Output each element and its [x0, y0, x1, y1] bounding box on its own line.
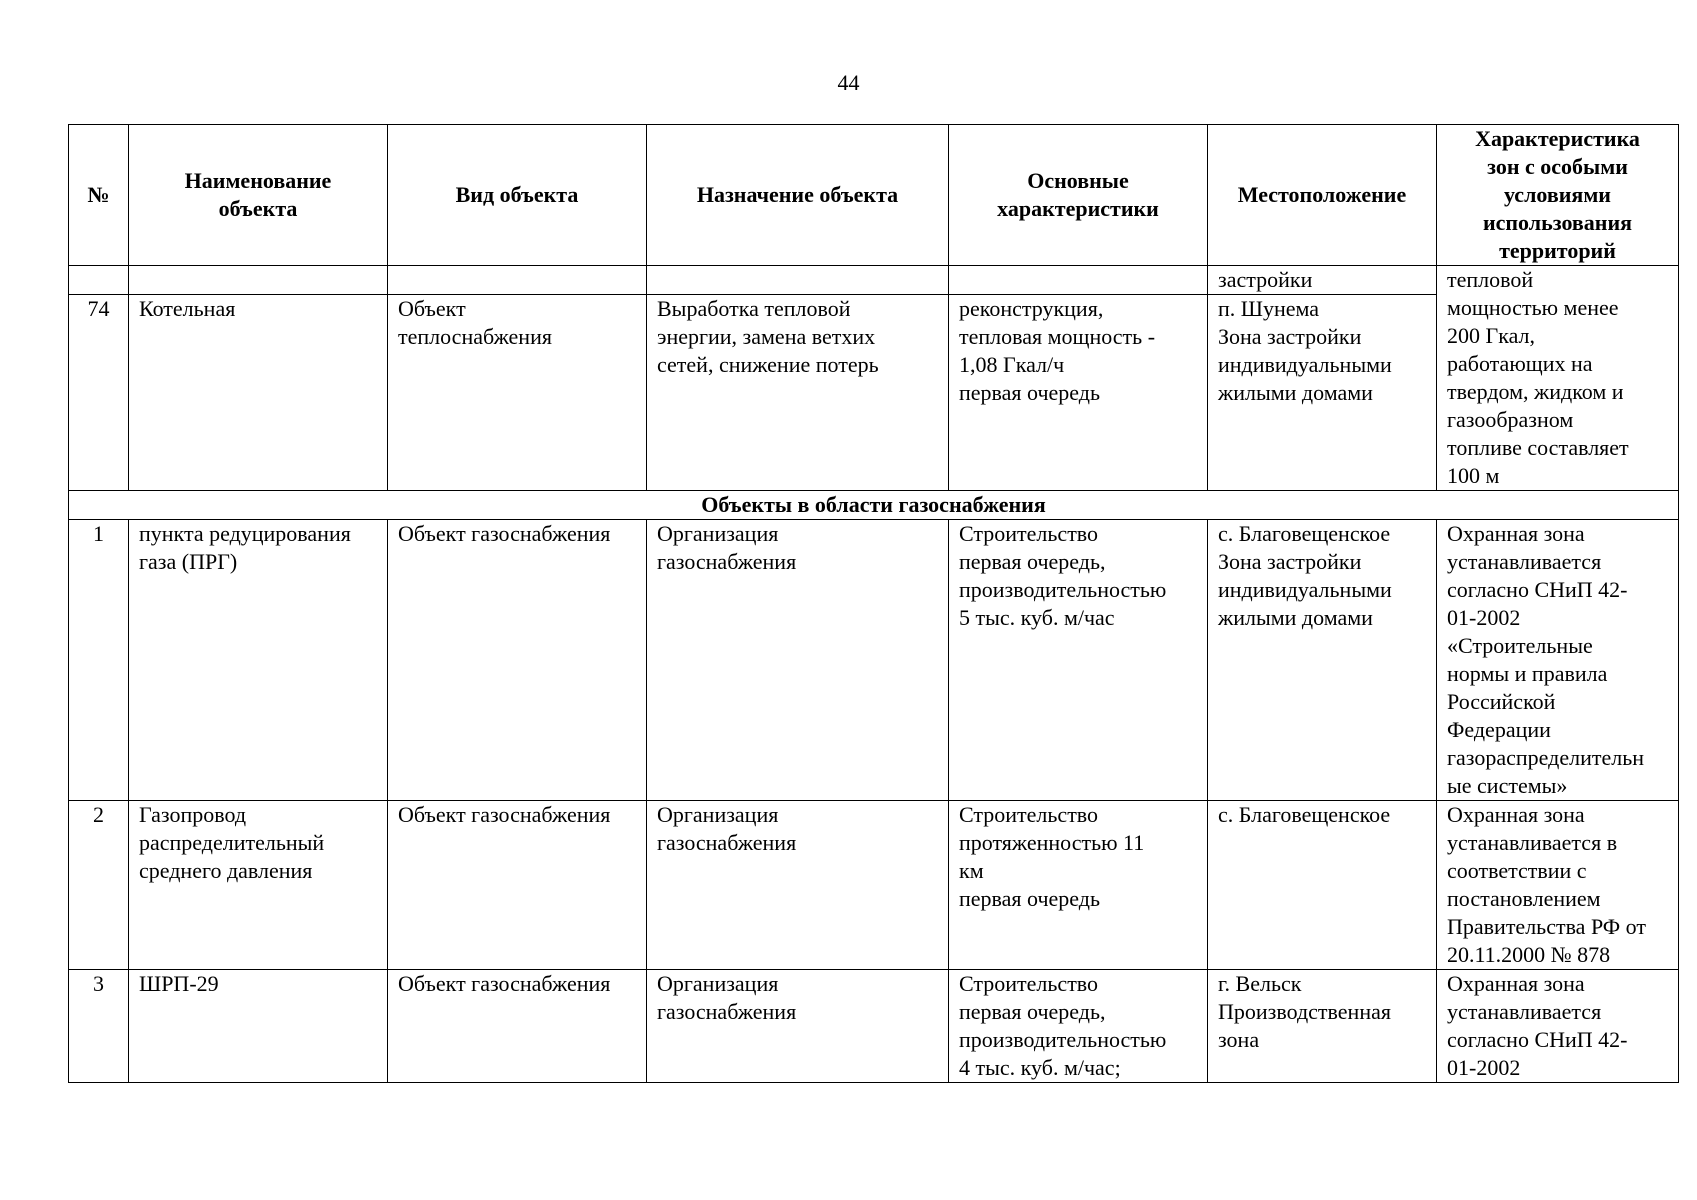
section-row — [69, 491, 1679, 520]
cell-location: г. Вельск Производственная зона — [1208, 970, 1437, 1083]
cell-purpose: Организация газоснабжения — [647, 970, 949, 1083]
cell-specs: Строительство протяженностью 11 км первая очередь — [949, 801, 1208, 970]
table-row — [69, 801, 1679, 970]
cell-purpose: Организация газоснабжения — [647, 520, 949, 801]
header-name: Наименование объекта — [129, 125, 388, 266]
cell-specs: Строительство первая очередь, производительностью 5 тыс. куб. м/час — [949, 520, 1208, 801]
cell-name: ШРП-29 — [129, 970, 388, 1083]
cell-purpose: Выработка тепловой энергии, замена ветхих сетей, снижение потерь — [647, 295, 949, 491]
objects-table — [68, 124, 1679, 1083]
cell-zone: тепловой мощностью менее 200 Гкал, работающих на твердом, жидком и газообразном топливе составляет 100 м — [1437, 266, 1679, 491]
header-type: Вид объекта — [388, 125, 647, 266]
cell-number: 2 — [69, 801, 129, 970]
cell-type: Объект газоснабжения — [388, 970, 647, 1083]
cell-location: п. Шунема Зона застройки индивидуальными жилыми домами — [1208, 295, 1437, 491]
header-purpose: Назначение объекта — [647, 125, 949, 266]
header-specs: Основные характеристики — [949, 125, 1208, 266]
cell-purpose: Организация газоснабжения — [647, 801, 949, 970]
cell-specs: реконструкция, тепловая мощность - 1,08 Гкал/ч первая очередь — [949, 295, 1208, 491]
cell-type: Объект газоснабжения — [388, 520, 647, 801]
page-number: 44 — [837, 70, 860, 95]
table-row — [69, 520, 1679, 801]
cell-zone: Охранная зона устанавливается согласно СНиП 42- 01-2002 «Строительные нормы и правила Российской Федерации газораспределительн ые системы» — [1437, 520, 1679, 801]
cell-specs — [949, 266, 1208, 295]
header-zone: Характеристика зон с особыми условиями использования территорий — [1437, 125, 1679, 266]
header-location: Местоположение — [1208, 125, 1437, 266]
cell-name — [129, 266, 388, 295]
cell-purpose — [647, 266, 949, 295]
table-header-row — [69, 125, 1679, 266]
cell-specs: Строительство первая очередь, производительностью 4 тыс. куб. м/час; — [949, 970, 1208, 1083]
section-title: Объекты в области газоснабжения — [69, 491, 1679, 520]
cell-type: Объект теплоснабжения — [388, 295, 647, 491]
cell-location: с. Благовещенское — [1208, 801, 1437, 970]
cell-location: застройки — [1208, 266, 1437, 295]
cell-type: Объект газоснабжения — [388, 801, 647, 970]
header-number: № — [69, 125, 129, 266]
table-row — [69, 266, 1679, 295]
cell-name: Котельная — [129, 295, 388, 491]
cell-number: 3 — [69, 970, 129, 1083]
cell-zone: Охранная зона устанавливается согласно СНиП 42- 01-2002 — [1437, 970, 1679, 1083]
cell-name: пункта редуцирования газа (ПРГ) — [129, 520, 388, 801]
cell-name: Газопровод распределительный среднего давления — [129, 801, 388, 970]
table-row — [69, 970, 1679, 1083]
cell-location: с. Благовещенское Зона застройки индивидуальными жилыми домами — [1208, 520, 1437, 801]
cell-number: 1 — [69, 520, 129, 801]
cell-number — [69, 266, 129, 295]
cell-type — [388, 266, 647, 295]
cell-zone: Охранная зона устанавливается в соответствии с постановлением Правительства РФ от 20.11.2000 № 878 — [1437, 801, 1679, 970]
cell-number: 74 — [69, 295, 129, 491]
